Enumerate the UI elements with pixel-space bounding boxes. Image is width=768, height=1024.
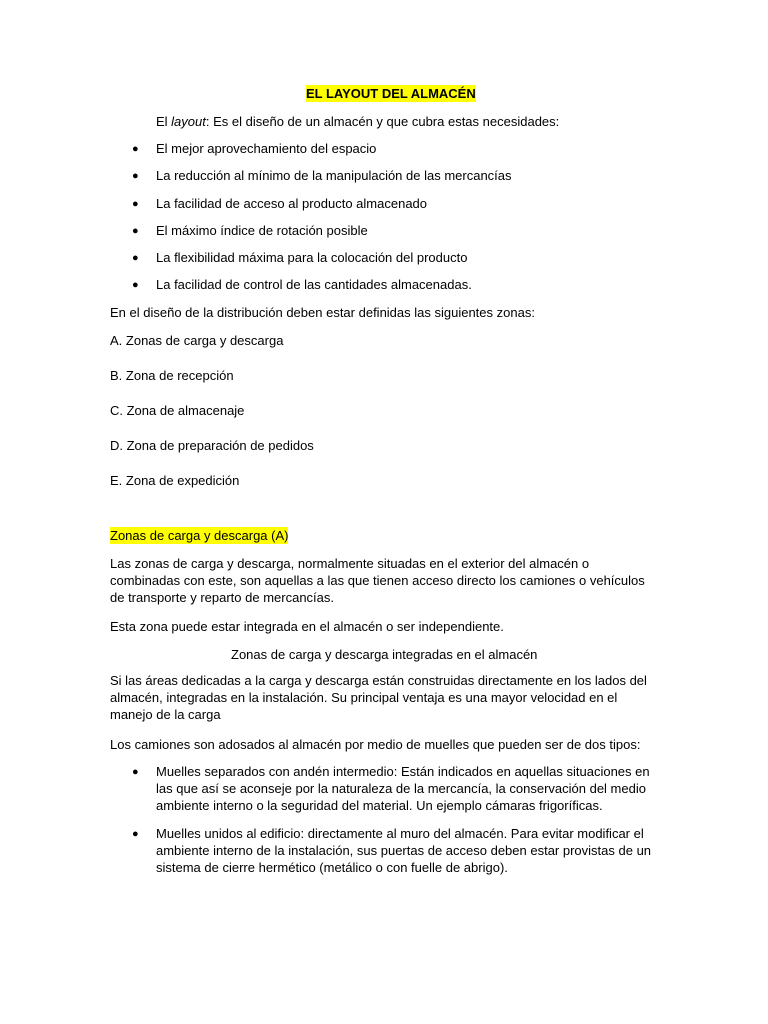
zone-item: C. Zona de almacenaje <box>110 403 245 418</box>
list-item <box>156 825 661 876</box>
paragraph: Los camiones son adosados al almacén por medio de muelles que pueden ser de dos tipos: <box>110 737 641 752</box>
list-item <box>156 763 661 814</box>
zones-intro: En el diseño de la distribución deben estar definidas las siguientes zonas: <box>110 305 535 320</box>
zone-item: D. Zona de preparación de pedidos <box>110 438 314 453</box>
list-item-text: Están indicados en aquellas situaciones en las que así se aconseje por la naturaleza de la mercancía, la conservación del medio ambiente interno o la seguridad del material. Un ejemplo <box>156 764 650 813</box>
list-item: La facilidad de control de las cantidades almacenadas. <box>156 277 472 292</box>
list-item: La flexibilidad máxima para la colocación del producto <box>156 250 468 265</box>
bullet-icon: ● <box>132 252 139 264</box>
bullet-icon: ● <box>132 143 139 155</box>
bullet-icon: ● <box>132 279 139 291</box>
bullet-icon: ● <box>132 170 139 182</box>
list-item-term: Muelles unidos al edificio: <box>156 826 305 841</box>
list-item: La facilidad de acceso al producto almacenado <box>156 196 428 211</box>
bullet-icon: ● <box>132 766 139 778</box>
bullet-icon: ● <box>132 225 139 237</box>
list-item: El máximo índice de rotación posible <box>156 223 368 238</box>
intro-prefix: El <box>156 114 172 129</box>
intro-rest: : Es el diseño de un almacén y que cubra estas necesidades: <box>205 114 560 129</box>
zone-item: B. Zona de recepción <box>110 368 234 383</box>
paragraph: Si las áreas dedicadas a la carga y descarga están construidas directamente en los lados del almacén, integradas en la instalación. Su principal ventaja es una mayor velocidad en el manejo de la carga <box>110 673 647 722</box>
intro-line <box>156 113 559 130</box>
subheading: Zonas de carga y descarga integradas en el almacén <box>231 647 538 662</box>
paragraph: Las zonas de carga y descarga, normalmente situadas en el exterior del almacén o combinadas con este, son aquellas a las que tienen acceso directo los camiones o vehículos de transporte y reparto de mercancías. <box>110 556 645 605</box>
section-heading: Zonas de carga y descarga (A) <box>110 528 289 543</box>
list-item-tail: cámaras frigoríficas. <box>485 798 603 813</box>
zone-item: A. Zonas de carga y descarga <box>110 333 284 348</box>
list-item: El mejor aprovechamiento del espacio <box>156 141 377 156</box>
list-item-term: Muelles separados con andén intermedio: <box>156 764 398 779</box>
intro-term: layout <box>171 114 206 129</box>
zone-item: E. Zona de expedición <box>110 473 240 488</box>
paragraph: Esta zona puede estar integrada en el almacén o ser independiente. <box>110 619 504 634</box>
bullet-icon: ● <box>132 828 139 840</box>
list-item: La reducción al mínimo de la manipulación de las mercancías <box>156 168 512 183</box>
bullet-icon: ● <box>132 198 139 210</box>
page-title: EL LAYOUT DEL ALMACÉN <box>306 86 476 101</box>
list-item-text: directamente al muro del almacén. Para evitar modificar el ambiente interno de la instalación, sus puertas de acceso deben estar provistas de un sistema de cierre hermético (metálico o con fuelle de abrigo). <box>156 826 652 875</box>
